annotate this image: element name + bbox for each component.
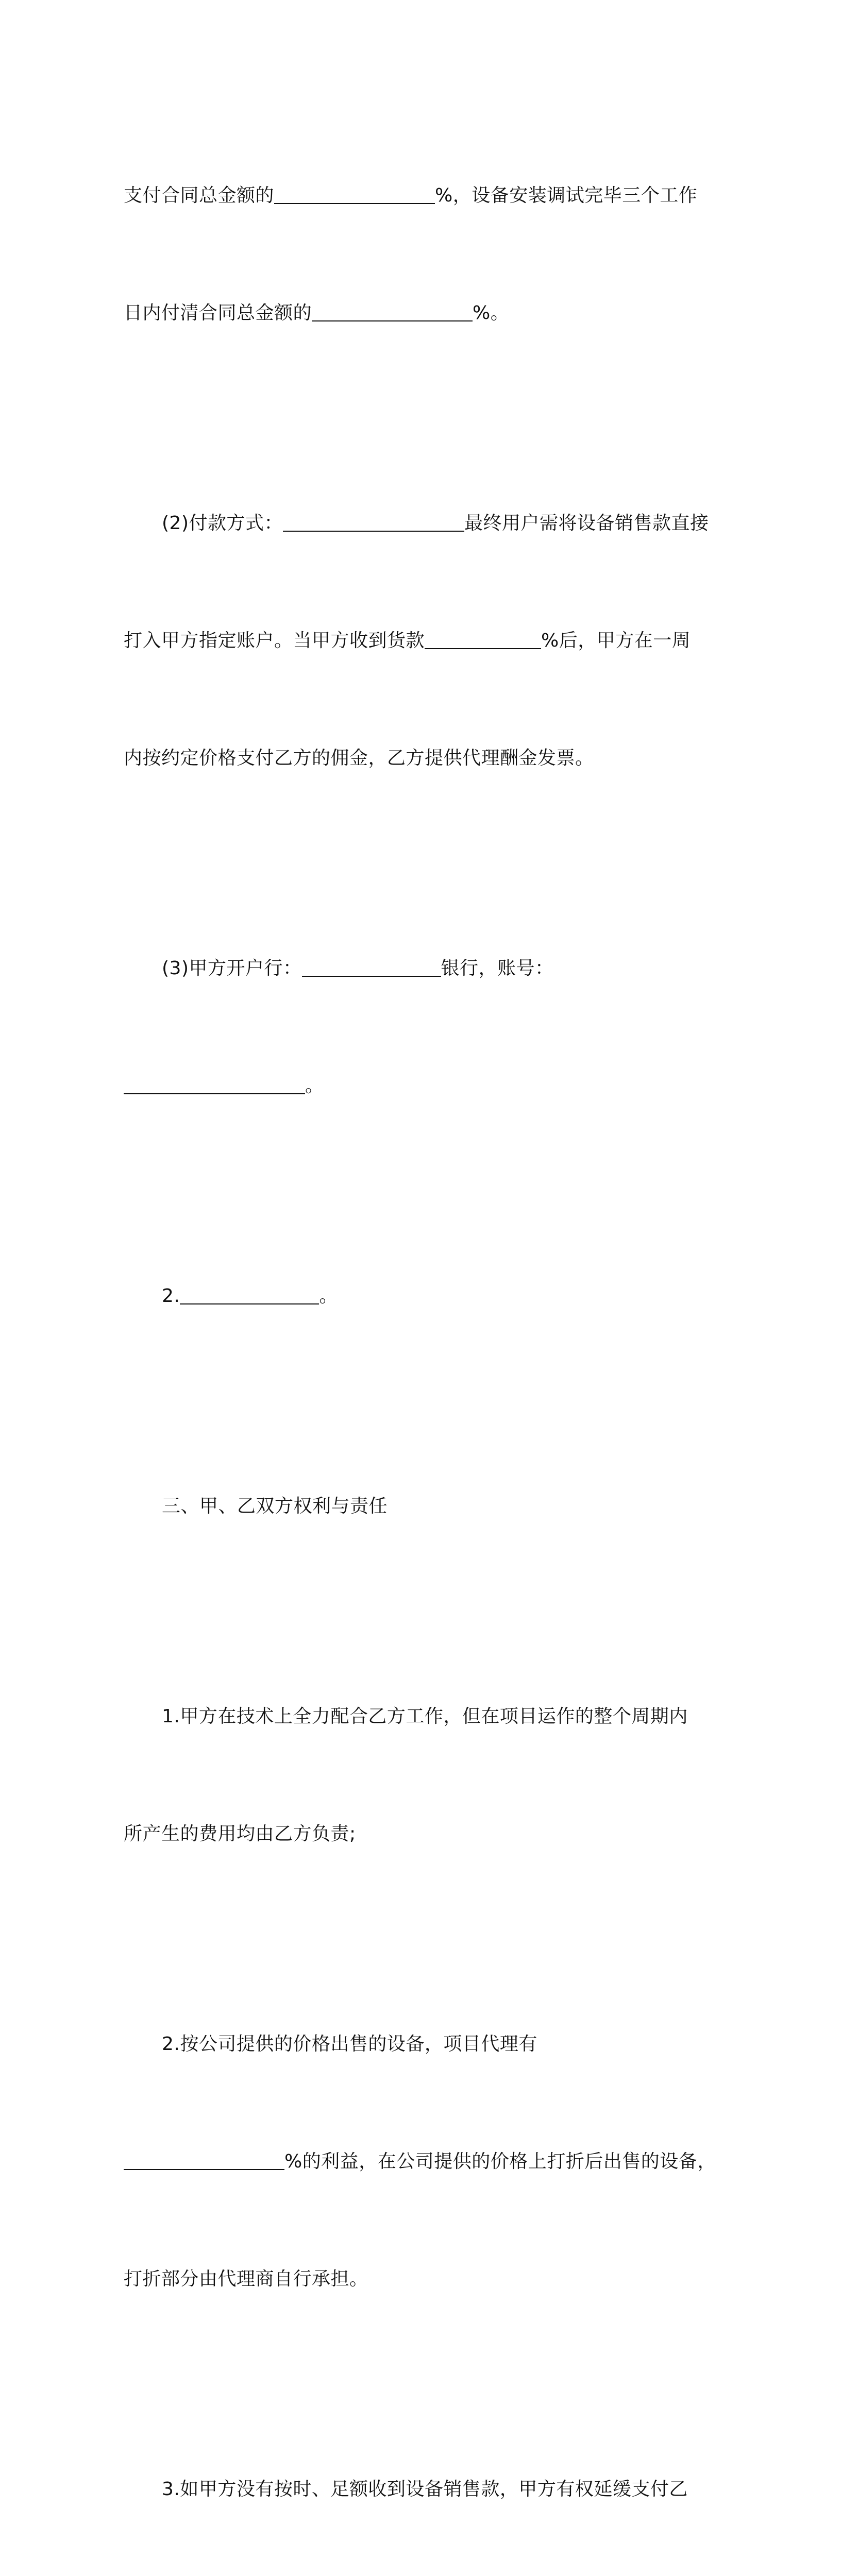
text-segment: 最终用户需将设备销售款直接 [464,513,709,534]
text-segment: %后，甲方在一周 [541,630,691,651]
text-line [124,621,716,660]
text-line [124,294,716,333]
fill-in-blank [124,1075,305,1094]
paragraph-payment-method [124,426,716,856]
paragraph-bank-account [124,871,716,1184]
paragraph-payment-terms-continued [124,98,716,411]
section-heading [124,1409,716,1604]
text-segment: %，设备安装调试完毕三个工作 [435,185,698,206]
text-segment: (3)甲方开户行： [162,958,302,979]
paragraph-right-3 [124,2392,716,2576]
heading-text: 三、甲、乙双方权利与责任 [162,1496,388,1517]
text-line [124,949,716,988]
text-segment: (2)付款方式： [162,513,283,534]
text-line [124,1277,716,1316]
text-segment: 。 [319,1285,338,1307]
text-line: 内按约定价格支付乙方的佣金，乙方提供代理酬金发票。 [124,748,594,769]
fill-in-blank [283,512,464,532]
text-line [124,2142,716,2181]
text-segment: 支付合同总金额的 [124,185,275,206]
text-line: 3.如甲方没有按时、足额收到设备销售款，甲方有权延缓支付乙 [162,2479,688,2500]
text-segment: %的利益，在公司提供的价格上打折后出售的设备， [284,2151,716,2172]
text-segment: 日内付清合同总金额的 [124,302,312,324]
text-segment: 银行，账号： [441,958,554,979]
fill-in-blank [302,957,441,977]
paragraph-item-2 [124,1198,716,1394]
text-line [124,176,716,215]
text-line [124,1066,716,1106]
text-line: 所产生的费用均由乙方负责; [124,1823,356,1844]
fill-in-blank [274,184,435,204]
text-segment: 2. [162,1285,180,1307]
fill-in-blank [312,302,473,321]
fill-in-blank [124,2150,284,2170]
text-line: 2.按公司提供的价格出售的设备，项目代理有 [162,2033,537,2055]
text-line: 打折部分由代理商自行承担。 [124,2268,368,2290]
text-line: 1.甲方在技术上全力配合乙方工作，但在项目运作的整个周期内 [162,1706,688,1727]
fill-in-blank [425,630,541,649]
paragraph-right-1 [124,1619,716,1932]
text-line [124,504,716,543]
document-body [124,98,716,2576]
text-segment: 。 [305,1075,324,1096]
paragraph-right-2 [124,1946,716,2377]
text-segment: 打入甲方指定账户。当甲方收到货款 [124,630,425,651]
fill-in-blank [180,1285,319,1304]
text-segment: %。 [473,302,510,324]
